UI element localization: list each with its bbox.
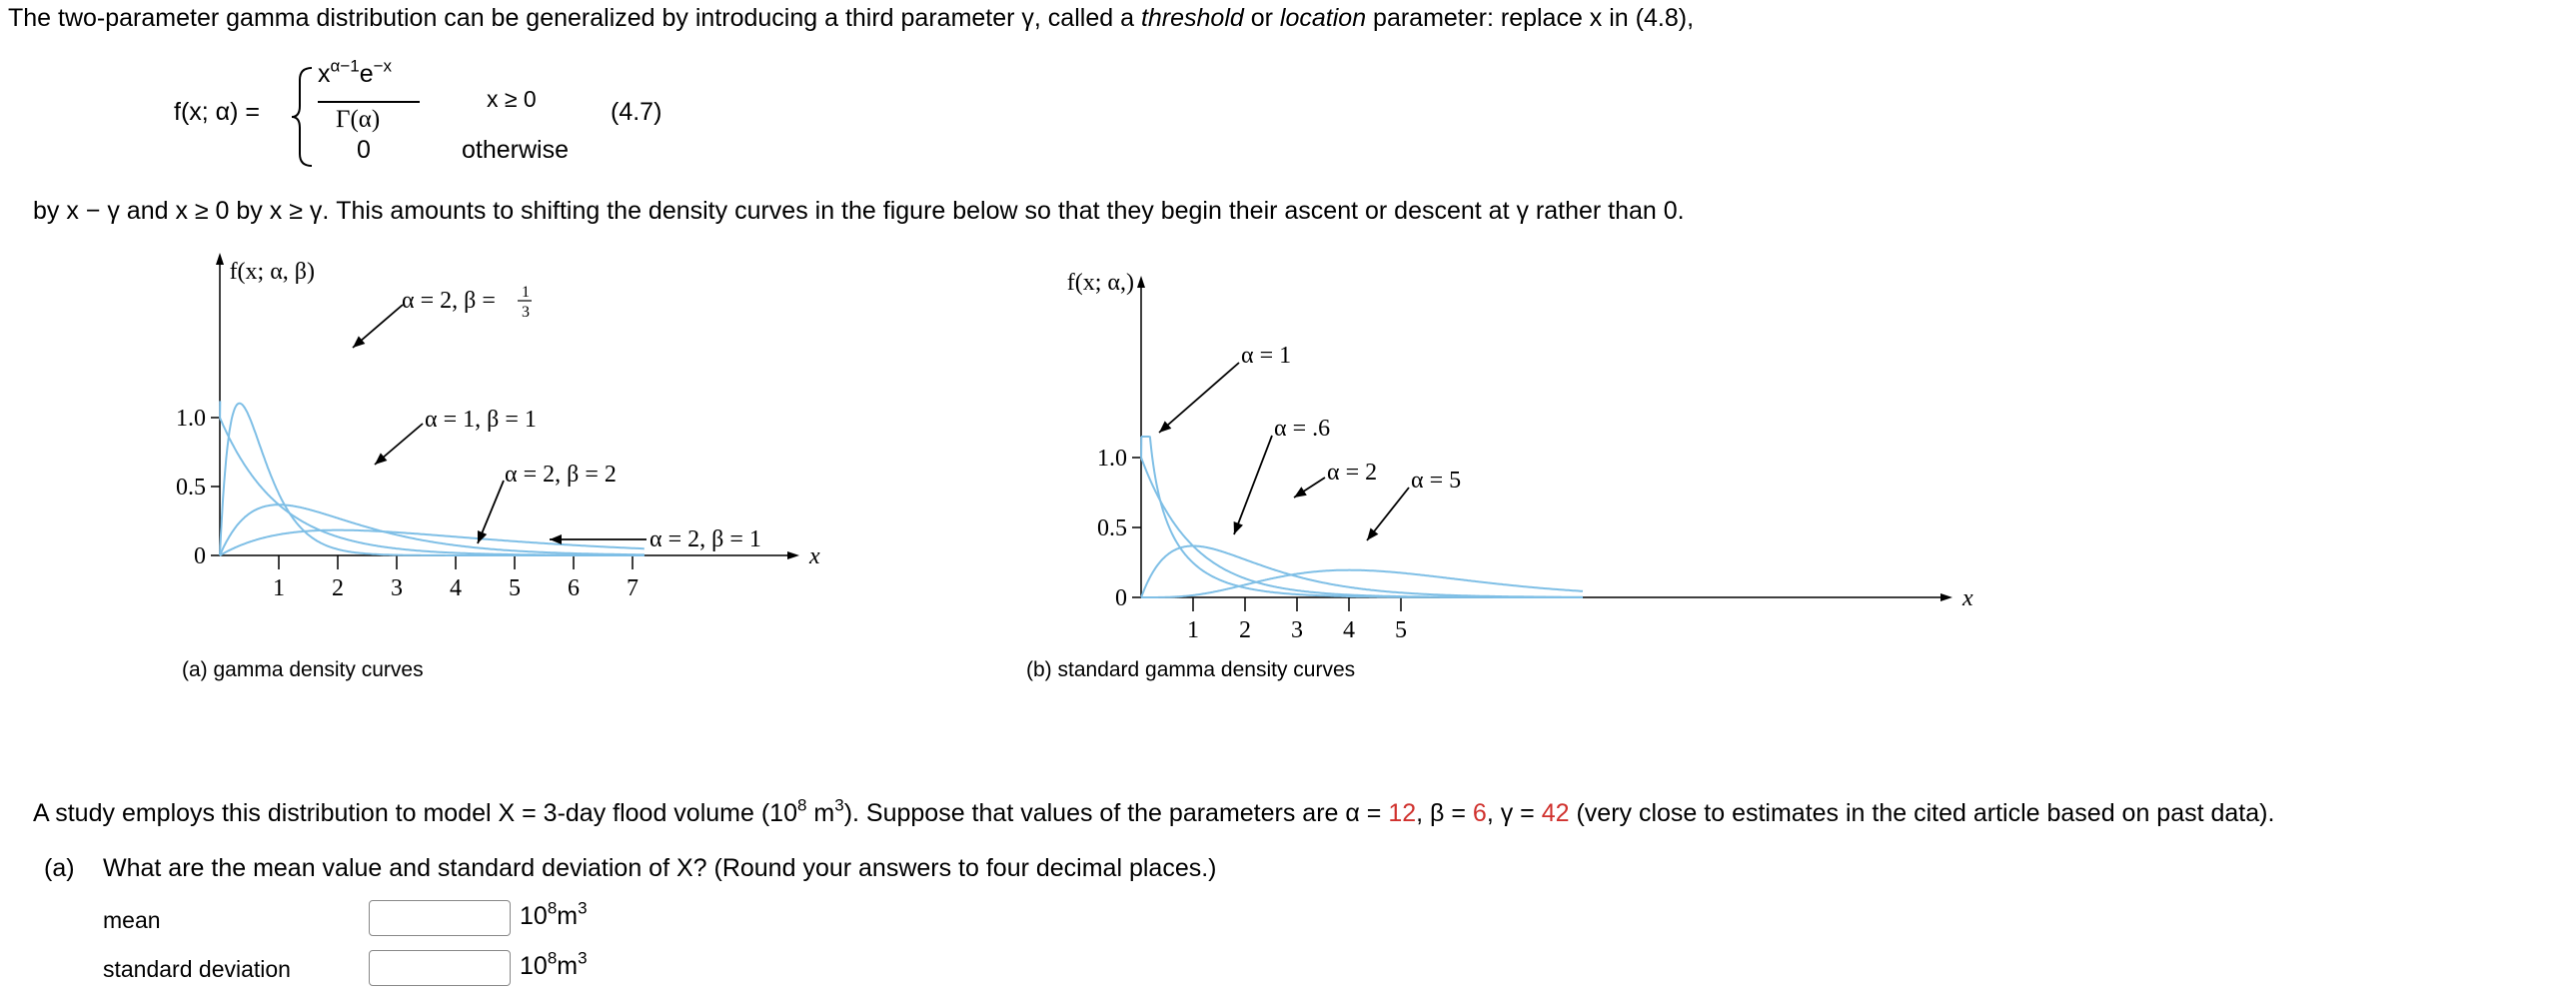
x-axis-arrow-icon (787, 551, 799, 559)
chart-a-caption: (a) gamma density curves (182, 658, 424, 681)
intro-text: The two-parameter gamma distribution can be generalized by introducing a third parameter γ, called a threshold or location parameter: replace x in (4.8), (8, 4, 1695, 32)
y-tick-label: 0.5 (176, 475, 206, 501)
density-curve-3 (1141, 546, 1583, 598)
x-tick-label: 1 (1187, 617, 1199, 643)
y-tick-label: 1.0 (1097, 446, 1127, 472)
shift-text: by x − γ and x ≥ 0 by x ≥ γ. This amounts to shifting the density curves in the figure below so that they begin their ascent or descent at γ rather than 0. (33, 197, 1685, 225)
x-tick-label: 5 (1395, 617, 1407, 643)
x-tick-label: 4 (450, 575, 462, 601)
sd-unit: $10^8m^3$ (520, 948, 588, 980)
x-tick-label: 6 (568, 575, 580, 601)
question-a-text: What are the mean value and standard deviation of X? (Round your answers to four decimal places.) (103, 854, 1217, 882)
fraction-bar (318, 101, 420, 103)
x-axis-label: x (1962, 585, 1973, 611)
mean-unit: $10^8m^3$ (520, 898, 588, 930)
gamma-value: 42 (1541, 799, 1570, 827)
annotation-b2: α = .6 (1274, 416, 1331, 442)
annotation-a4: α = 2, β = 1 (649, 526, 761, 552)
alpha-value: 12 (1388, 799, 1417, 827)
y-axis-label: f(x; α, β) (229, 259, 315, 285)
mean-label: mean (103, 907, 161, 933)
question-a-label: (a) (44, 854, 75, 882)
equation-numerator: $x^{\alpha-1}e^{-x}$ (318, 56, 393, 88)
x-axis-label: x (809, 543, 820, 569)
x-axis-arrow-icon (1940, 593, 1952, 601)
sd-label: standard deviation (103, 956, 291, 982)
equation-denominator: Γ(α) (336, 106, 381, 133)
arrow-b2 (1234, 436, 1272, 534)
equation-lhs: f(x; α) = (174, 98, 260, 126)
x-tick-label: 2 (1239, 617, 1251, 643)
y-tick-label: 0 (194, 543, 206, 569)
arrow-b4-head (1367, 527, 1378, 540)
left-brace-icon (290, 66, 316, 168)
x-tick-label: 1 (273, 575, 285, 601)
x-tick-label: 4 (1343, 617, 1355, 643)
annotation-b4: α = 5 (1411, 468, 1462, 494)
annotation-a1-den: 3 (522, 304, 530, 321)
annotation-a3: α = 2, β = 2 (505, 462, 617, 488)
arrow-a3-head (478, 530, 487, 543)
arrow-b1 (1159, 363, 1239, 433)
x-tick-label: 2 (332, 575, 344, 601)
x-tick-label: 3 (1291, 617, 1303, 643)
density-curve-4 (220, 504, 644, 555)
arrow-b3-head (1294, 487, 1307, 498)
problem-text: A study employs this distribution to model X = 3-day flood volume ($10^8$ $m^3$). Suppose that values of the parameters are α = 12, β = 6, γ = 42 (very close to estimates in the cited article based on past data). (33, 795, 2275, 827)
annotation-a1: α = 2, β = (402, 288, 496, 314)
y-axis-arrow-icon (1137, 276, 1145, 288)
x-tick-label: 7 (627, 575, 639, 601)
equation-number: (4.7) (611, 98, 662, 126)
arrow-b2-head (1234, 521, 1243, 534)
gamma-density-chart (170, 245, 849, 684)
annotation-a1-num: 1 (522, 284, 530, 301)
beta-value: 6 (1472, 799, 1487, 827)
y-tick-label: 0.5 (1097, 515, 1127, 541)
annotation-b1: α = 1 (1241, 343, 1292, 369)
y-axis-label: f(x; α,) (1066, 270, 1134, 296)
x-tick-label: 5 (509, 575, 521, 601)
standard-gamma-density-chart (1009, 258, 1973, 657)
y-tick-label: 0 (1115, 585, 1127, 611)
annotation-b3: α = 2 (1327, 460, 1378, 486)
equation-condition-2: otherwise (462, 136, 569, 164)
mean-input[interactable] (369, 900, 511, 936)
y-axis-arrow-icon (216, 253, 224, 265)
equation-zero: 0 (357, 136, 371, 164)
annotation-a2: α = 1, β = 1 (425, 407, 537, 433)
chart-b-caption: (b) standard gamma density curves (1026, 658, 1356, 681)
x-tick-label: 3 (391, 575, 403, 601)
sd-input[interactable] (369, 950, 511, 986)
y-tick-label: 1.0 (176, 406, 206, 432)
equation-condition-1: x ≥ 0 (487, 86, 537, 112)
